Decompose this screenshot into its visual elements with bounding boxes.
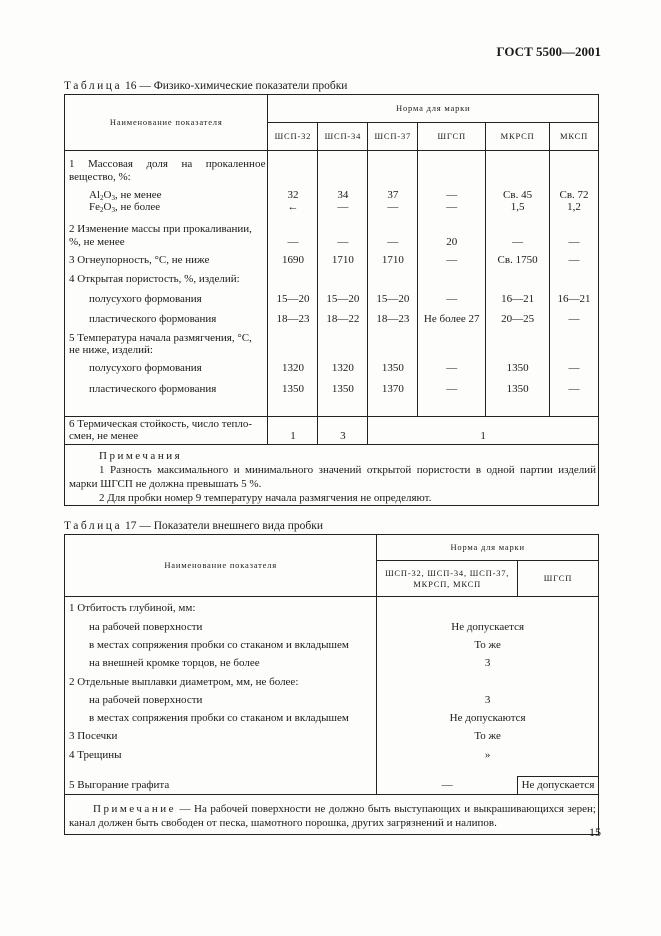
cell-value: — [446, 189, 458, 201]
cell-value: 1350 [281, 383, 304, 395]
cell-value: — [446, 362, 458, 374]
row-label: 6 Термическая стойкость, число теплo- [69, 418, 253, 430]
row-label: пластического формования [89, 383, 217, 395]
table17-col-group: Норма для марки [377, 535, 599, 561]
table17-label: Таблица [64, 520, 123, 532]
cell-value: — [568, 383, 580, 395]
cell-value: 3 [318, 417, 368, 445]
row-label: пластического формования [89, 313, 217, 325]
cell-value: 1350 [506, 383, 529, 395]
cell-value: То же [474, 639, 501, 651]
table16-col-values [486, 151, 550, 417]
cell-value: » [484, 749, 491, 761]
row-label-fe2o3: $Fe_2O_3$, не более [89, 201, 161, 214]
cell-value: 15—20 [326, 293, 360, 305]
cell-value: 1 [268, 417, 318, 445]
cell-value: — [446, 383, 458, 395]
table16-mark: ШСП-34 [318, 123, 368, 151]
row-label: 2 Отдельные выплавки диаметром, мм, не более: [69, 676, 299, 688]
cell-value: 20 [446, 236, 458, 248]
row-label: 4 Трещины [69, 749, 122, 761]
cell-value: 1350 [381, 362, 404, 374]
cell-value: — [446, 293, 458, 305]
row-label: 2 Изменение массы при прокаливании, [69, 223, 252, 235]
table16-col-values [268, 151, 318, 417]
row-label: на рабочей поверхности [89, 694, 203, 706]
cell-value: — [568, 236, 580, 248]
row-label: 1 Массовая доля на прокаленное [69, 158, 266, 170]
table17-labels [65, 597, 377, 777]
row-label: 4 Открытая пористость, %, изделий: [69, 273, 240, 285]
cell-value: — [512, 236, 524, 248]
cell-value: 1320 [331, 362, 354, 374]
row-label: 5 Выгорание графита [65, 777, 377, 795]
cell-value: — [387, 236, 399, 248]
row-label: в местах сопряжения пробки со стаканом и вкладышем [89, 639, 349, 651]
table16-label: Таблица [64, 80, 123, 92]
table16-col-values [368, 151, 418, 417]
table17 [64, 534, 599, 835]
cell-value: 18—23 [376, 313, 410, 325]
row-label: 1 Отбитость глубиной, мм: [69, 602, 196, 614]
table16-mark: ШСП-32 [268, 123, 318, 151]
cell-value: 18—23 [276, 313, 310, 325]
note-line: канал должен быть свободен от песка, шамотного порошка, других загрязнений и налипов. [69, 817, 497, 829]
table17-caption [64, 520, 323, 532]
row-label-al2o3: $Al_2O_3$, не менее [89, 189, 162, 202]
row-label: на внешней кромке торцов, не более [89, 657, 260, 669]
row-label: смен, не менее [69, 430, 139, 442]
table16 [64, 94, 599, 506]
cell-value: 37 [387, 189, 399, 201]
cell-value: 15—20 [276, 293, 310, 305]
notes-title: Примечания [99, 450, 183, 462]
cell-value: Не допускается [518, 777, 599, 795]
cell-value: Не допускаются [449, 712, 526, 724]
cell-value: — [387, 201, 399, 213]
table16-col-values [550, 151, 599, 417]
row-label: полусухого формования [89, 293, 202, 305]
cell-value: Св. 1750 [497, 254, 538, 266]
table17-col-name: Наименование показателя [65, 535, 377, 597]
cell-value: 16—21 [557, 293, 591, 305]
table16-notes [65, 445, 599, 506]
row-label: 3 Огнеупорность, °С, не ниже [69, 254, 210, 266]
table17-note [65, 795, 599, 835]
table16-caption [64, 80, 347, 92]
cell-value: Не допускается [451, 621, 525, 633]
cell-value: 1 [368, 417, 599, 445]
cell-value: — [568, 313, 580, 325]
cell-value: 3 [484, 657, 491, 669]
table16-mark: МКСП [550, 123, 599, 151]
cell-value: — [446, 254, 458, 266]
marks-line: ШСП-32, ШСП-34, ШСП-37, [385, 567, 510, 578]
cell-value: Не более 27 [423, 313, 480, 325]
cell-value: 1320 [281, 362, 304, 374]
cell-value: — [377, 777, 518, 795]
page-number: 15 [589, 825, 601, 839]
row-label: полусухого формования [89, 362, 202, 374]
cell-value: 1710 [331, 254, 354, 266]
cell-value: 1350 [506, 362, 529, 374]
cell-value: 34 [337, 189, 349, 201]
cell-value: 18—22 [326, 313, 360, 325]
table16-mark: ШГСП [418, 123, 486, 151]
cell-value: ← [287, 201, 299, 213]
cell-value: 1,2 [567, 201, 581, 213]
marks-line: МКРСП, МКСП [413, 578, 482, 589]
note-line: Примечание — На рабочей поверхности не должно быть выступающих и выкрашивающихся зерен; [93, 803, 596, 815]
cell-value: Св. 72 [559, 189, 589, 201]
row-label: 5 Температура начала размягчения, °С, [69, 332, 252, 344]
cell-value: — [337, 201, 349, 213]
cell-value: 1710 [381, 254, 404, 266]
table16-row6-label [65, 417, 268, 445]
cell-value: То же [474, 730, 501, 742]
cell-value: — [568, 362, 580, 374]
row-label: не ниже, изделий: [69, 344, 153, 356]
cell-value: — [568, 254, 580, 266]
cell-value: — [287, 236, 299, 248]
cell-value: 1,5 [510, 201, 525, 213]
cell-value: 16—21 [501, 293, 535, 305]
row-label: 3 Посечки [69, 730, 118, 742]
table16-col-values [318, 151, 368, 417]
note-line: 1 Разность максимального и минимального значений открытой пористости в одной партии изделий [99, 464, 596, 476]
table17-col-shgsp: ШГСП [518, 561, 599, 597]
note-line: 2 Для пробки номер 9 температуру начала размягчения не определяют. [99, 492, 432, 504]
table16-labels [65, 151, 268, 417]
row-label: в местах сопряжения пробки со стаканом и вкладышем [89, 712, 349, 724]
table16-caption-text: 16 — Физико-химические показатели пробки [124, 80, 348, 92]
table16-col-group: Норма для марки [268, 95, 599, 123]
table17-col-marks [377, 561, 518, 597]
table16-col-name: Наименование показателя [65, 95, 268, 151]
table16-mark: ШСП-37 [368, 123, 418, 151]
table17-caption-text: 17 — Показатели внешнего вида пробки [124, 520, 324, 532]
standard-header: ГОСТ 5500—2001 [496, 44, 601, 59]
cell-value: Св. 45 [503, 189, 533, 201]
cell-value: 1690 [281, 254, 304, 266]
cell-value: 3 [484, 694, 491, 706]
cell-value: 1370 [381, 383, 404, 395]
note-line: марки ШГСП не должна превышать 5 %. [69, 478, 262, 490]
cell-value: 20—25 [501, 313, 535, 325]
cell-value: — [446, 201, 458, 213]
cell-value: — [337, 236, 349, 248]
cell-value: 1350 [331, 383, 354, 395]
table16-col-values [418, 151, 486, 417]
row-label: на рабочей поверхности [89, 621, 203, 633]
table16-mark: МКРСП [486, 123, 550, 151]
cell-value: 15—20 [376, 293, 410, 305]
row-label: %, не менее [69, 236, 125, 248]
table17-values [377, 597, 599, 777]
cell-value: 32 [287, 189, 299, 201]
row-label: вещество, %: [69, 171, 131, 183]
